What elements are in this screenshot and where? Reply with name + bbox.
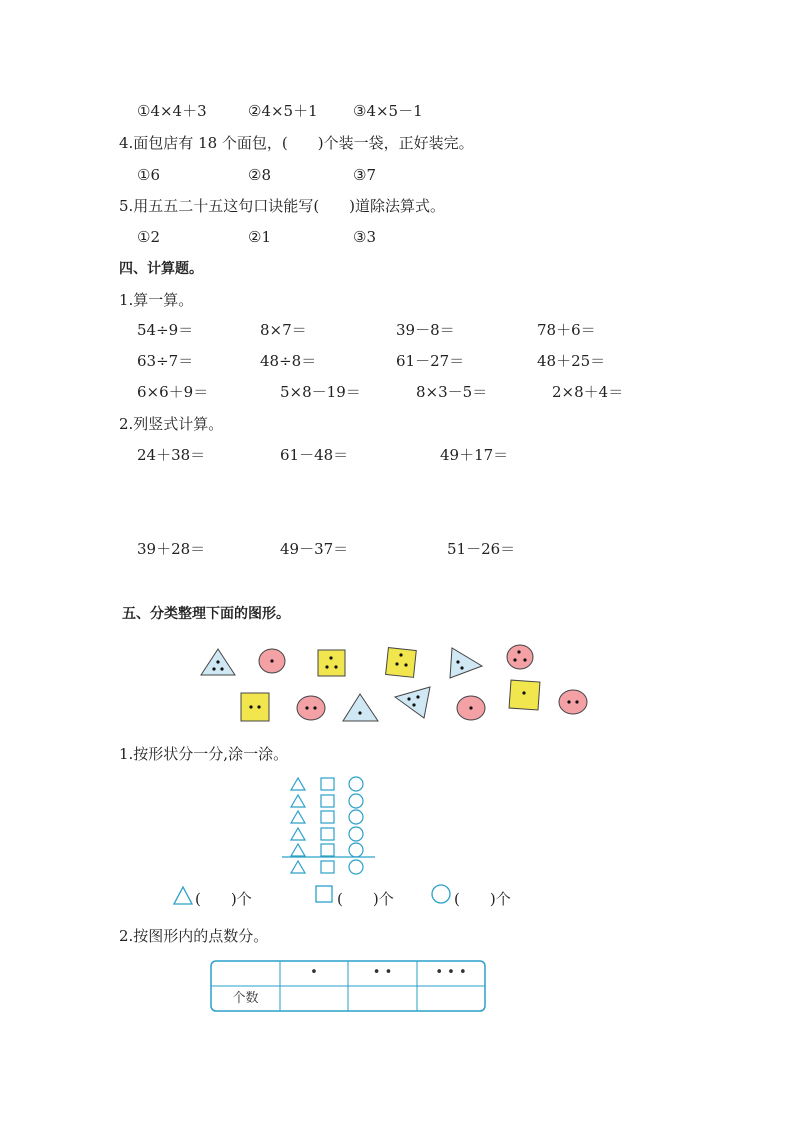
table-header-dot-3: • • • bbox=[435, 965, 467, 980]
q5-option-2: ②1 bbox=[248, 228, 271, 246]
vcalc-2-1: 39＋28＝ bbox=[137, 540, 206, 558]
q5-option-1: ①2 bbox=[137, 228, 160, 246]
triangle-shape bbox=[201, 649, 235, 675]
q5-option-3: ③3 bbox=[353, 228, 376, 246]
square-shape bbox=[386, 648, 417, 678]
table-row-label: 个数 bbox=[232, 991, 259, 1006]
square-count: ( )个 bbox=[337, 890, 394, 908]
q3-option-1: ①4×4＋3 bbox=[137, 102, 207, 120]
circle-count: ( )个 bbox=[454, 890, 511, 908]
vcalc-1-1: 24＋38＝ bbox=[137, 446, 206, 464]
section5-title: 五、分类整理下面的图形。 bbox=[122, 606, 290, 622]
calc-2-1: 63÷7＝ bbox=[137, 352, 194, 370]
q4-text: 4.面包店有 18 个面包，( )个装一袋，正好装完。 bbox=[119, 134, 474, 152]
q4-option-3: ③7 bbox=[353, 166, 376, 184]
q3-option-3: ③4×5－1 bbox=[353, 102, 423, 120]
vcalc-2-3: 51－26＝ bbox=[447, 540, 516, 558]
circle-shape bbox=[297, 696, 325, 720]
calc-2-4: 48＋25＝ bbox=[537, 352, 606, 370]
table-header-dot-1: • bbox=[310, 965, 318, 980]
calc-1-4: 78＋6＝ bbox=[537, 321, 596, 339]
circle-shape bbox=[559, 690, 587, 714]
circle-shape bbox=[259, 649, 285, 673]
calc-3-3: 8×3－5＝ bbox=[416, 383, 488, 401]
triangle-shape bbox=[395, 687, 430, 718]
square-shape bbox=[241, 693, 269, 721]
q4-option-2: ②8 bbox=[248, 166, 271, 184]
triangle-icon bbox=[174, 887, 192, 904]
calc-3-4: 2×8＋4＝ bbox=[552, 383, 624, 401]
section5-sub1: 1.按形状分一分,涂一涂。 bbox=[119, 745, 289, 763]
section5-sub2: 2.按图形内的点数分。 bbox=[119, 927, 269, 945]
triangle-count: ( )个 bbox=[195, 890, 252, 908]
section4-sub2: 2.列竖式计算。 bbox=[119, 415, 224, 433]
q4-option-1: ①6 bbox=[137, 166, 160, 184]
calc-1-1: 54÷9＝ bbox=[137, 321, 194, 339]
vcalc-1-3: 49＋17＝ bbox=[440, 446, 509, 464]
table-header-dot-2: • • bbox=[372, 965, 393, 980]
triangle-shape bbox=[450, 648, 482, 678]
q5-text: 5.用五五二十五这句口诀能写( )道除法算式。 bbox=[119, 197, 446, 215]
section4-title: 四、计算题。 bbox=[119, 261, 203, 277]
vcalc-1-2: 61－48＝ bbox=[280, 446, 349, 464]
section4-sub1: 1.算一算。 bbox=[119, 291, 194, 309]
square-shape bbox=[318, 650, 345, 676]
calc-1-3: 39－8＝ bbox=[396, 321, 455, 339]
q3-option-2: ②4×5＋1 bbox=[248, 102, 318, 120]
circle-icon bbox=[432, 885, 450, 903]
calc-3-2: 5×8－19＝ bbox=[280, 383, 361, 401]
circle-shape bbox=[507, 645, 533, 669]
shape-column-chart bbox=[282, 777, 375, 874]
calc-3-1: 6×6＋9＝ bbox=[137, 383, 209, 401]
triangle-shape bbox=[343, 694, 378, 721]
circle-shape bbox=[457, 696, 485, 720]
square-icon bbox=[316, 886, 332, 902]
calc-1-2: 8×7＝ bbox=[260, 321, 307, 339]
vcalc-2-2: 49－37＝ bbox=[280, 540, 349, 558]
calc-2-2: 48÷8＝ bbox=[260, 352, 317, 370]
square-shape bbox=[509, 680, 540, 710]
calc-2-3: 61－27＝ bbox=[396, 352, 465, 370]
